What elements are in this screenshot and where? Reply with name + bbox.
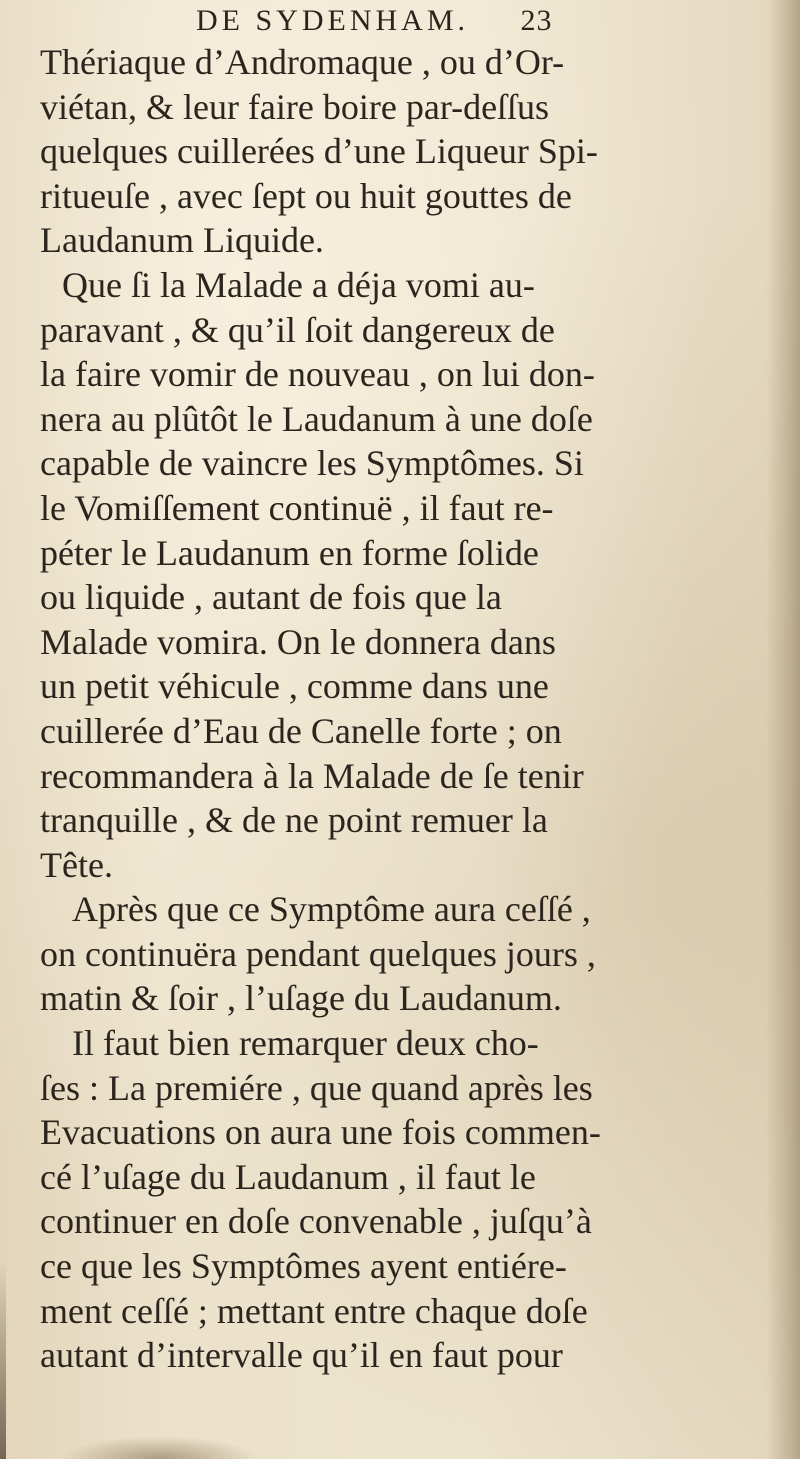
text-line: Malade vomira. On le donnera dans <box>40 621 556 662</box>
text-line: continuer en doſe convenable , juſqu’à <box>40 1201 592 1242</box>
text-line: viétan, & leur faire boire par-deſſus <box>40 86 550 127</box>
text-line: capable de vaincre les Symptômes. Si <box>40 443 584 484</box>
text-line: Il faut bien remarquer deux cho- <box>72 1023 539 1064</box>
text-line: Après que ce Symptôme aura ceſſé , <box>72 889 591 930</box>
text-line: ſes : La premiére , que quand après les <box>40 1067 593 1108</box>
text-line: cé l’uſage du Laudanum , il faut le <box>40 1156 536 1197</box>
running-title: DE SYDENHAM. <box>196 4 469 37</box>
text-line: la faire vomir de nouveau , on lui don- <box>40 354 595 395</box>
text-line: Tête. <box>40 844 113 885</box>
text-line: matin & ſoir , l’uſage du Laudanum. <box>40 978 562 1019</box>
text-line: on continuëra pendant quelques jours , <box>40 933 596 974</box>
text-line: ment ceſſé ; mettant entre chaque doſe <box>40 1290 588 1331</box>
text-line: quelques cuillerées d’une Liqueur Spi- <box>40 131 598 172</box>
text-line: Evacuations on aura une fois commen- <box>40 1112 601 1153</box>
text-line: un petit véhicule , comme dans une <box>40 666 549 707</box>
text-line: nera au plûtôt le Laudanum à une doſe <box>40 398 593 439</box>
text-line: cuillerée d’Eau de Canelle forte ; on <box>40 710 562 751</box>
text-line: ritueuſe , avec ſept ou huit gouttes de <box>40 175 572 216</box>
text-line: ou liquide , autant de fois que la <box>40 577 502 618</box>
text-line: recommandera à la Malade de ſe tenir <box>40 755 584 796</box>
ink-blot <box>60 1436 260 1459</box>
running-header <box>196 4 553 38</box>
text-line: péter le Laudanum en forme ſolide <box>40 532 539 573</box>
text-line: paravant , & qu’il ſoit dangereux de <box>40 309 555 350</box>
text-line: autant d’intervalle qu’il en faut pour <box>40 1335 563 1376</box>
body-text <box>40 40 800 1378</box>
text-line: Laudanum Liquide. <box>40 220 324 261</box>
text-line: ce que les Symptômes ayent entiére- <box>40 1246 567 1287</box>
page-edge-shadow <box>0 1260 6 1459</box>
text-line: Thériaque d’Andromaque , ou d’Or- <box>40 42 565 82</box>
page-number: 23 <box>520 4 553 37</box>
text-line: tranquille , & de ne point remuer la <box>40 800 548 841</box>
text-line: Que ſi la Malade a déja vomi au- <box>62 264 535 305</box>
text-line: le Vomiſſement continuë , il faut re- <box>40 487 554 528</box>
